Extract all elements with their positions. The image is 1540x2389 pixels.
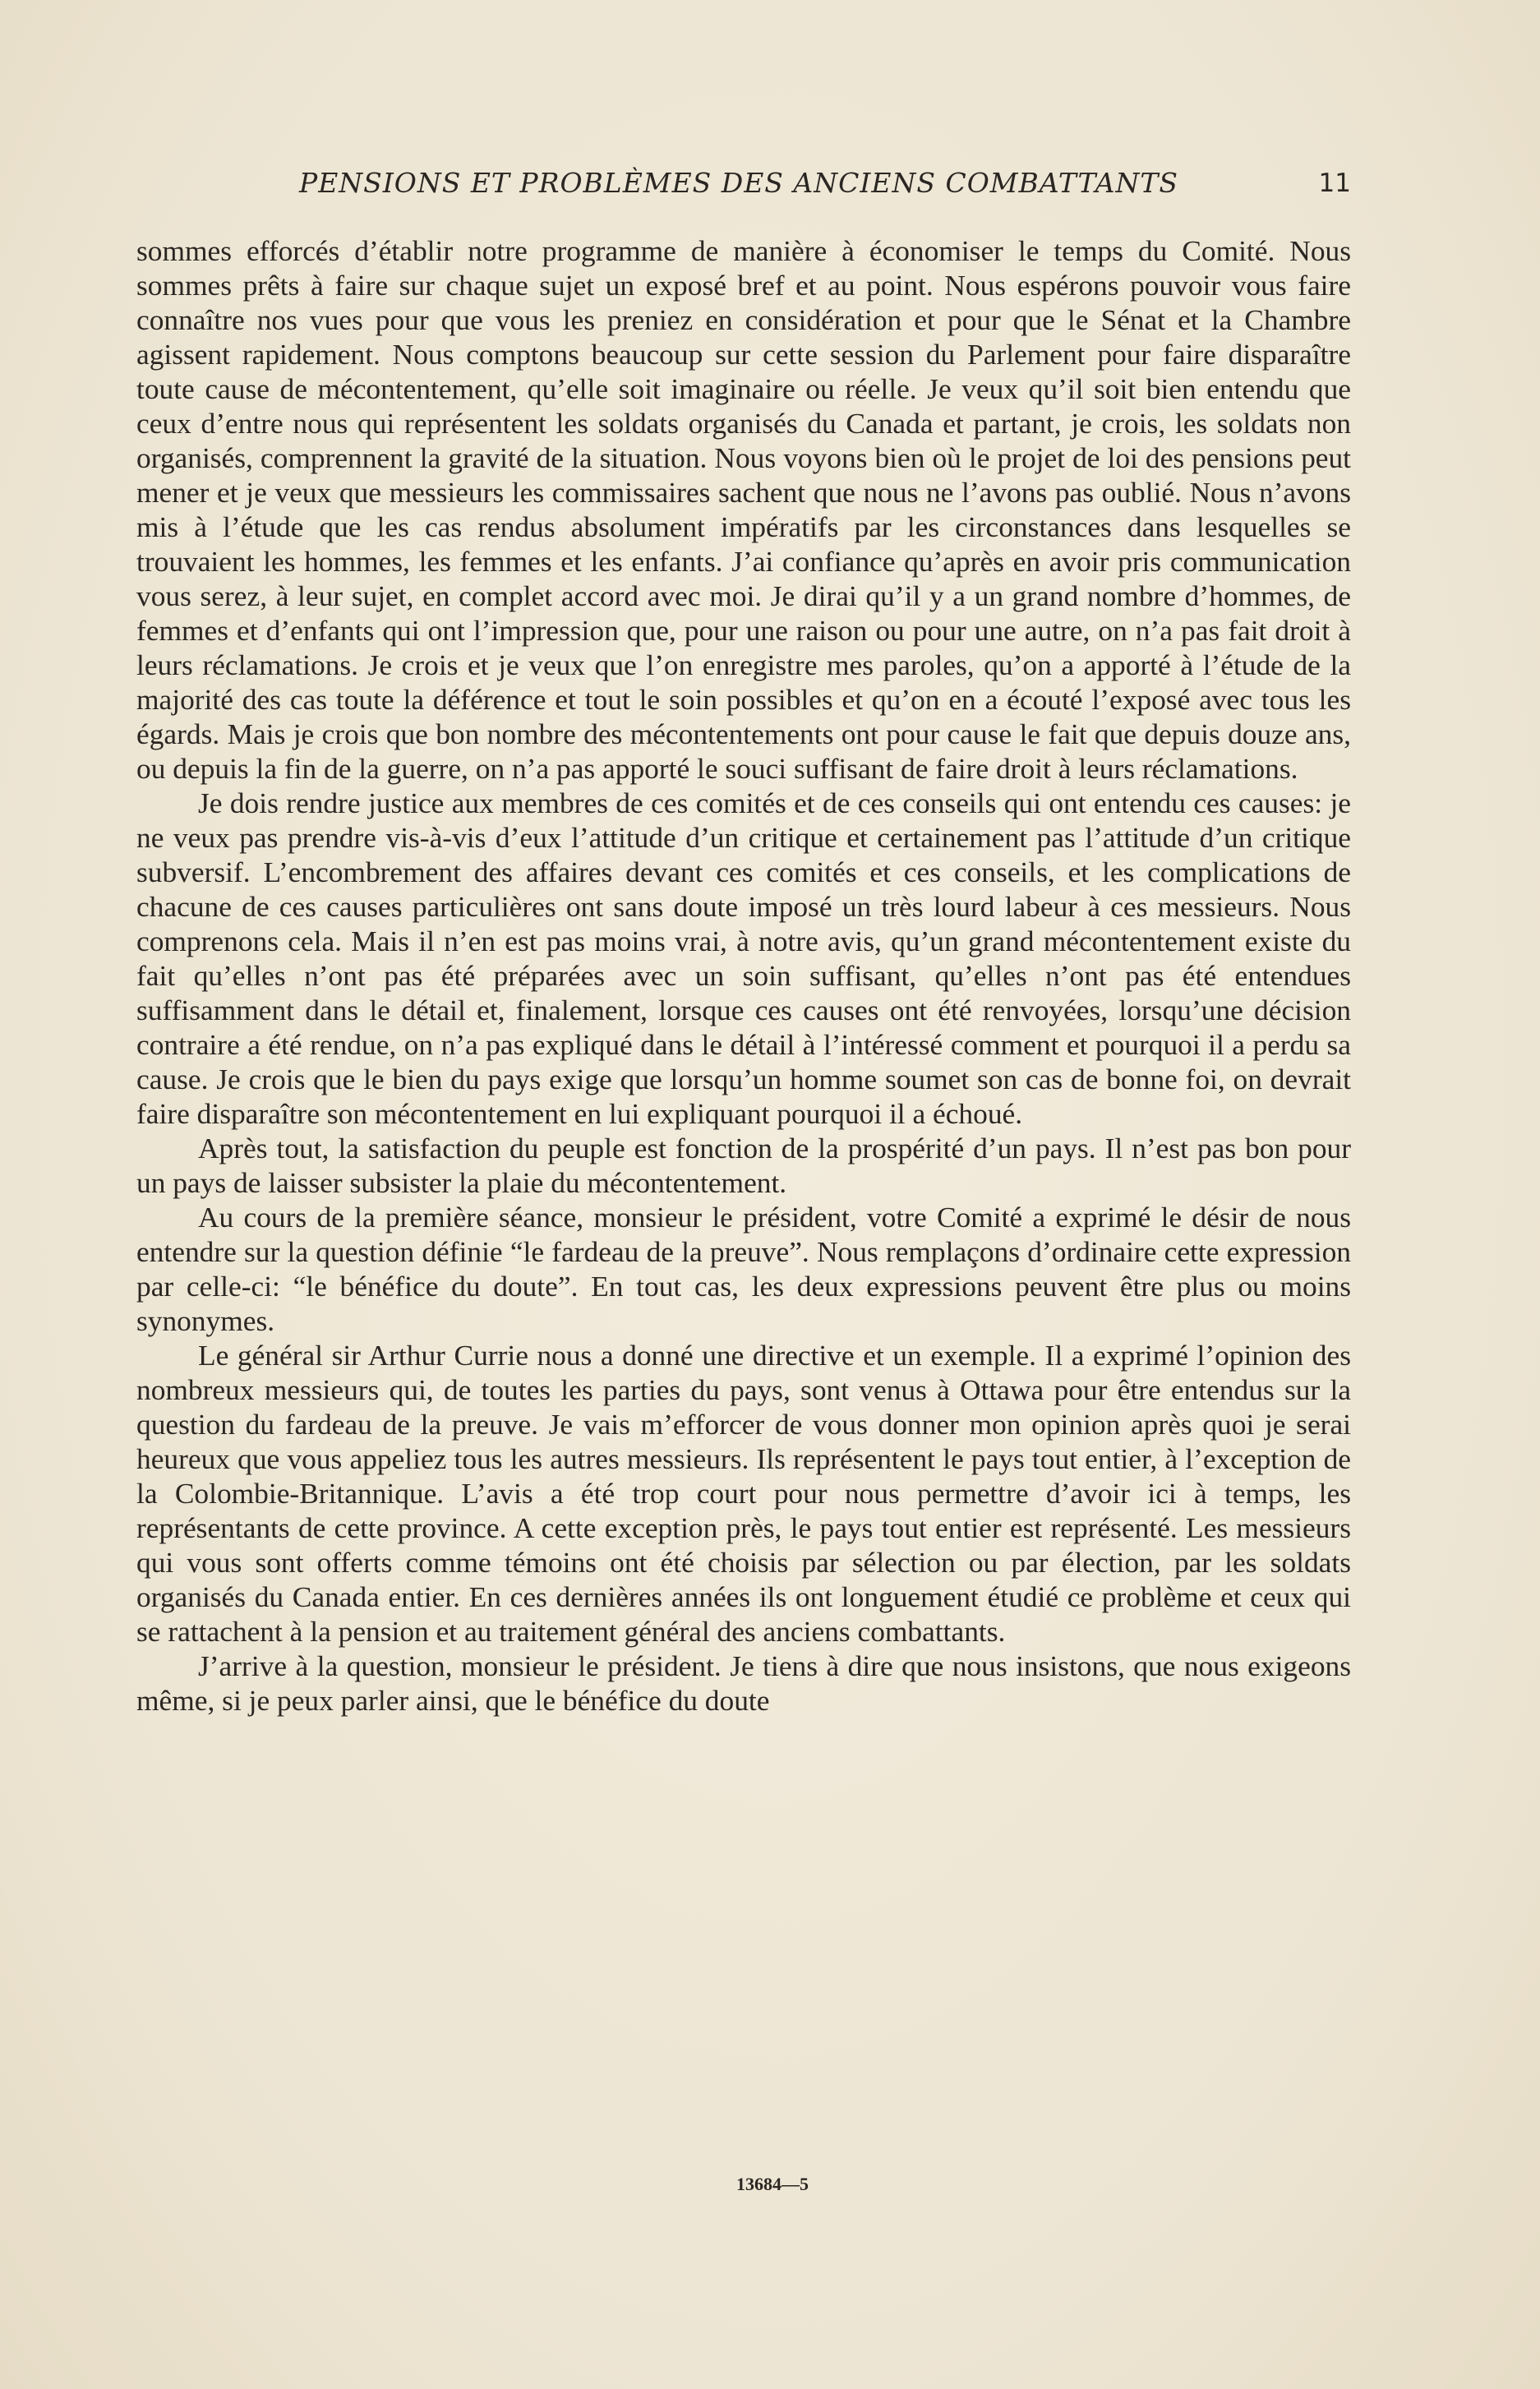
running-head (138, 163, 1351, 204)
paragraph-5: Le général sir Arthur Currie nous a donné une directive et un exemple. Il a exprimé l’opinion des nombreux messieurs qui, de toutes les parties du pays, sont venus à Ottawa pour être entendus sur la question du fardeau de la preuve. Je vais m’efforcer de vous donner mon opinion après quoi je serai heureux que vous appeliez tous les autres messieurs. Ils représentent le pays tout entier, à l’exception de la Colombie-Britannique. L’avis a été trop court pour nous permettre d’avoir ici à temps, les représentants de cette province. A cette exception près, le pays tout entier est représenté. Les messieurs qui vous sont offerts comme témoins ont été choisis par sélection ou par élection, par les soldats organisés du Canada entier. En ces dernières années ils ont longuement étudié ce problème et ceux qui se rattachent à la pension et au traitement général des anciens combattants. (136, 1339, 1351, 1648)
footer-code: 13684—5 (736, 2174, 809, 2194)
body-text (136, 233, 1351, 1718)
paragraph-1: sommes efforcés d’établir notre programme de manière à économiser le temps du Comité. Nous sommes prêts à faire sur chaque sujet un exposé bref et au point. Nous espérons pouvoir vous faire connaître nos vues pour que vous les preniez en considération et pour que le Sénat et la Chambre agissent rapidement. Nous comptons beaucoup sur cette session du Parlement pour faire disparaître toute cause de mécontentement, qu’elle soit imaginaire ou réelle. Je veux qu’il soit bien entendu que ceux d’entre nous qui représentent les soldats organisés du Canada et partant, je crois, les soldats non organisés, comprennent la gravité de la situation. Nous voyons bien où le projet de loi des pensions peut mener et je veux que messieurs les commissaires sachent que nous ne l’avons pas oublié. Nous n’avons mis à l’étude que les cas rendus absolument impératifs par les circonstances dans lesquelles se trouvaient les hommes, les femmes et les enfants. J’ai confiance qu’après en avoir pris communication vous serez, à leur sujet, en complet accord avec moi. Je dirai qu’il y a un grand nombre d’hommes, de femmes et d’enfants qui ont l’impression que, pour une raison ou pour une autre, on n’a pas fait droit à leurs réclamations. Je crois et je veux que l’on enregistre mes paroles, qu’on a apporté à l’étude de la majorité des cas toute la déférence et tout le soin possibles et qu’on en a écouté l’exposé avec tous les égards. Mais je crois que bon nombre des mécontentements ont pour cause le fait que depuis douze ans, ou depuis la fin de la guerre, on n’a pas apporté le souci suffisant de faire droit à leurs réclamations. (136, 234, 1351, 785)
paragraph-6: J’arrive à la question, monsieur le président. Je tiens à dire que nous insistons, que nous exigeons même, si je peux parler ainsi, que le bénéfice du doute (136, 1649, 1351, 1717)
running-title: PENSIONS ET PROBLÈMES DES ANCIENS COMBATTANTS (299, 167, 1178, 199)
paragraph-3: Après tout, la satisfaction du peuple est fonction de la prospérité d’un pays. Il n’est pas bon pour un pays de laisser subsister la plaie du mécontentement. (136, 1132, 1351, 1199)
page-number: 11 (1318, 168, 1351, 198)
paragraph-2: Je dois rendre justice aux membres de ces comités et de ces conseils qui ont entendu ces causes: je ne veux pas prendre vis-à-vis d’eux l’attitude d’un critique et certainement pas l’attitude d’un critique subversif. L’encombrement des affaires devant ces comités et ces conseils, et les complications de chacune de ces causes particulières ont sans doute imposé un très lourd labeur à ces messieurs. Nous comprenons cela. Mais il n’en est pas moins vrai, à notre avis, qu’un grand mécontentement existe du fait qu’elles n’ont pas été préparées avec un soin suffisant, qu’elles n’ont pas été entendues suffisamment dans le détail et, finalement, lorsque ces causes ont été renvoyées, lorsqu’une décision contraire a été rendue, on n’a pas expliqué dans le détail à l’intéressé comment et pourquoi il a perdu sa cause. Je crois que le bien du pays exige que lorsqu’un homme soumet son cas de bonne foi, on devrait faire disparaître son mécontentement en lui expliquant pourquoi il a échoué. (136, 786, 1351, 1130)
paragraph-4: Au cours de la première séance, monsieur le président, votre Comité a exprimé le désir de nous entendre sur la question définie “le fardeau de la preuve”. Nous remplaçons d’ordinaire cette expression par celle-ci: “le bénéfice du doute”. En tout cas, les deux expressions peuvent être plus ou moins synonymes. (136, 1201, 1351, 1337)
